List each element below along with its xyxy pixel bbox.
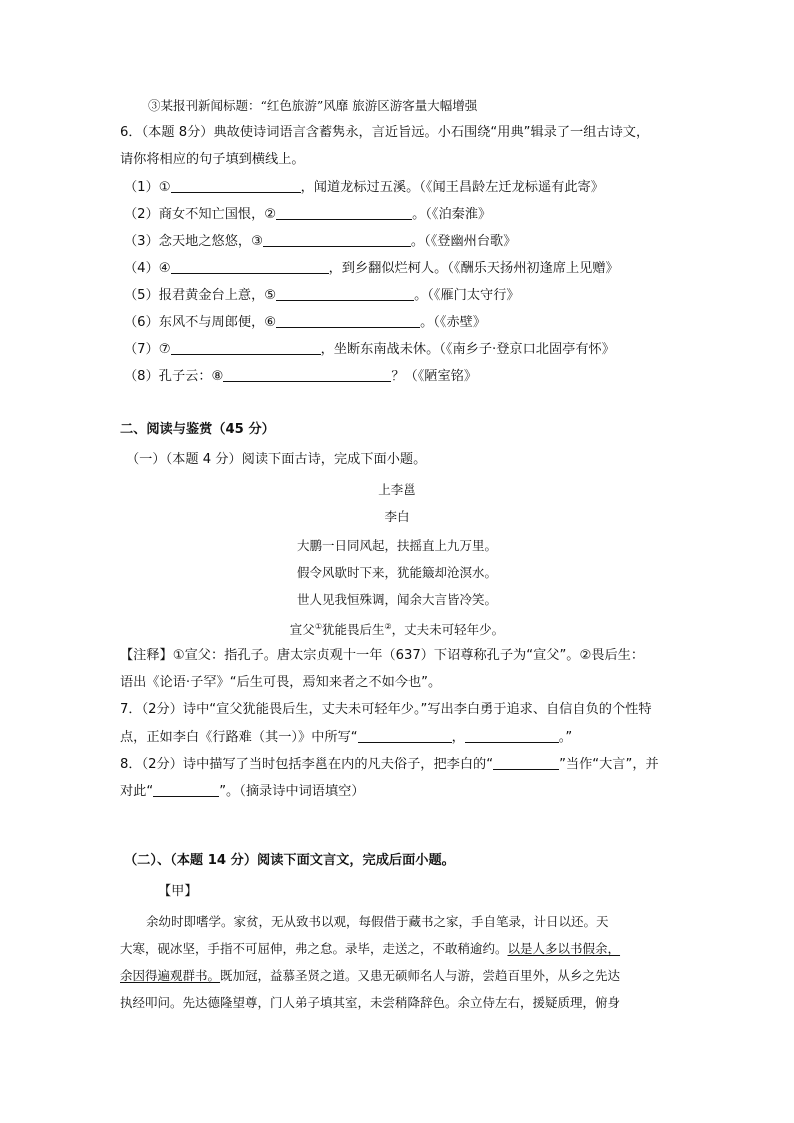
section-heading: 二、阅读与鉴赏（45 分） [120,422,275,437]
prose-line-1: 余幼时即嗜学。家贫，无从致书以观，每假借于藏书之家，手自笔录，计日以还。天 [146,914,609,929]
prose-line-3: 余因得遍观群书。既加冠，益慕圣贤之道。又患无硕师名人与游，尝趋百里外，从乡之先达 [120,968,621,983]
item-pre: ① [158,180,171,195]
part1-intro: （一）（本题 4 分）阅读下面古诗，完成下面小题。 [126,452,427,467]
q6-intro-line2: 请你将相应的句子填到横线上。 [120,152,305,167]
poem-line-1: 大鹏一日同风起，扶摇直上九万里。 [296,538,497,553]
poem-line-2: 假令风歇时下来，犹能簸却沧溟水。 [296,565,497,580]
poem-line-3: 世人见我恒殊调，闻余大言皆冷笑。 [296,592,497,607]
item-number: （3） [124,234,159,249]
item-pre: ④ [158,261,171,276]
part2-intro: （二）、（本题 14 分）阅读下面文言文，完成后面小题。 [124,853,455,868]
item-number: （6） [124,315,159,330]
answer-blank-1[interactable] [171,178,301,193]
item-number: （8） [124,369,159,384]
item-number: （4） [124,261,159,276]
item-pre: 念天地之悠悠，③ [158,234,263,249]
underlined-sentence: 以是人多以书假余， [507,941,621,956]
answer-blank-5[interactable] [276,286,414,301]
footnote-marker-2: ② [384,622,392,631]
answer-blank-2[interactable] [276,205,412,220]
item-pre: 孔子云：⑧ [158,369,224,384]
poem-title: 上李邕 [378,482,416,497]
item-post: 。（《泊秦淮》 [412,207,492,222]
item-post: 。（《雁门太守行》 [414,288,520,303]
answer-blank-q7a[interactable] [358,728,452,743]
q8-line1: 8．（2分）诗中描写了当时包括李邕在内的凡夫俗子，把李白的“ ”当作“大言”，并 [120,757,659,772]
q7-line2: 点，正如李白《行路难（其一）》中所写“ ， 。” [120,730,573,745]
item-number: （2） [124,207,159,222]
item-pre: 报君黄金台上意，⑤ [158,288,277,303]
answer-blank-q7b[interactable] [465,728,559,743]
q6-item-5 [124,286,520,305]
q-item-3: ③某报刊新闻标题：“红色旅游”风靡 旅游区游客量大幅增强 [148,98,478,113]
item-pre: ⑦ [158,342,171,357]
item-post: 。（《赤壁》 [420,315,487,330]
item-post: ，到乡翻似烂柯人。（《酬乐天扬州初逢席上见赠》 [328,261,619,276]
answer-blank-6[interactable] [276,313,420,328]
item-pre: 东风不与周郎便，⑥ [158,315,277,330]
q6-intro-line1: 6．（本题 8分）典故使诗词语言含蓄隽永，言近旨远。小石围绕“用典”辑录了一组古诗文， [120,125,650,140]
item-pre: 商女不知亡国恨，② [158,207,277,222]
q6-item-8 [124,367,477,386]
annotation-line2: 语出《论语·子罕》“后生可畏，焉知来者之不如今也”。 [120,675,442,690]
annotation-line1: 【注释】①宣父：指孔子。唐太宗贞观十一年（637）下诏尊称孔子为“宣父”。②畏后生： [120,648,645,663]
item-post: ？（《陋室铭》 [391,369,478,384]
poem-author: 李白 [384,509,410,524]
answer-blank-8[interactable] [223,367,391,382]
q6-item-6 [124,313,486,332]
item-post: ，坐断东南战未休。（《南乡子·登京口北固亭有怀》 [320,342,615,357]
answer-blank-q8b[interactable] [153,782,219,797]
q8-line2: 对此“ ”。（摘录诗中词语填空） [120,784,365,799]
prose-line-4: 执经叩问。先达德隆望尊，门人弟子填其室，未尝稍降辞色。余立侍左右，援疑质理，俯身 [120,995,621,1010]
q6-item-2 [124,205,491,224]
item-number: （1） [124,180,159,195]
q6-item-1 [124,178,604,197]
item-number: （7） [124,342,159,357]
q6-item-7 [124,340,615,359]
q6-item-4 [124,259,619,278]
prose-line-2: 大寒，砚冰坚，手指不可屈伸，弗之怠。录毕，走送之，不敢稍逾约。以是人多以书假余， [120,941,621,956]
item-number: （5） [124,288,159,303]
q7-line1: 7．（2分）诗中“宣父犹能畏后生，丈夫未可轻年少。”写出李白勇于追求、自信自负的个性特 [120,702,652,717]
poem-line-4: 宣父①犹能畏后生②，丈夫未可轻年少。 [289,622,505,638]
item-post: ，闻道龙标过五溪。（《闻王昌龄左迁龙标遥有此寄》 [300,180,604,195]
answer-blank-3[interactable] [263,232,411,247]
item-post: 。（《登幽州台歌》 [410,234,517,249]
answer-blank-q8a[interactable] [493,755,559,770]
underlined-sentence-cont: 余因得遍观群书。 [120,968,221,983]
q6-item-3 [124,232,516,251]
passage-label-jia: 【甲】 [158,884,198,899]
footnote-marker-1: ① [314,622,322,631]
answer-blank-7[interactable] [171,340,321,355]
answer-blank-4[interactable] [171,259,329,274]
